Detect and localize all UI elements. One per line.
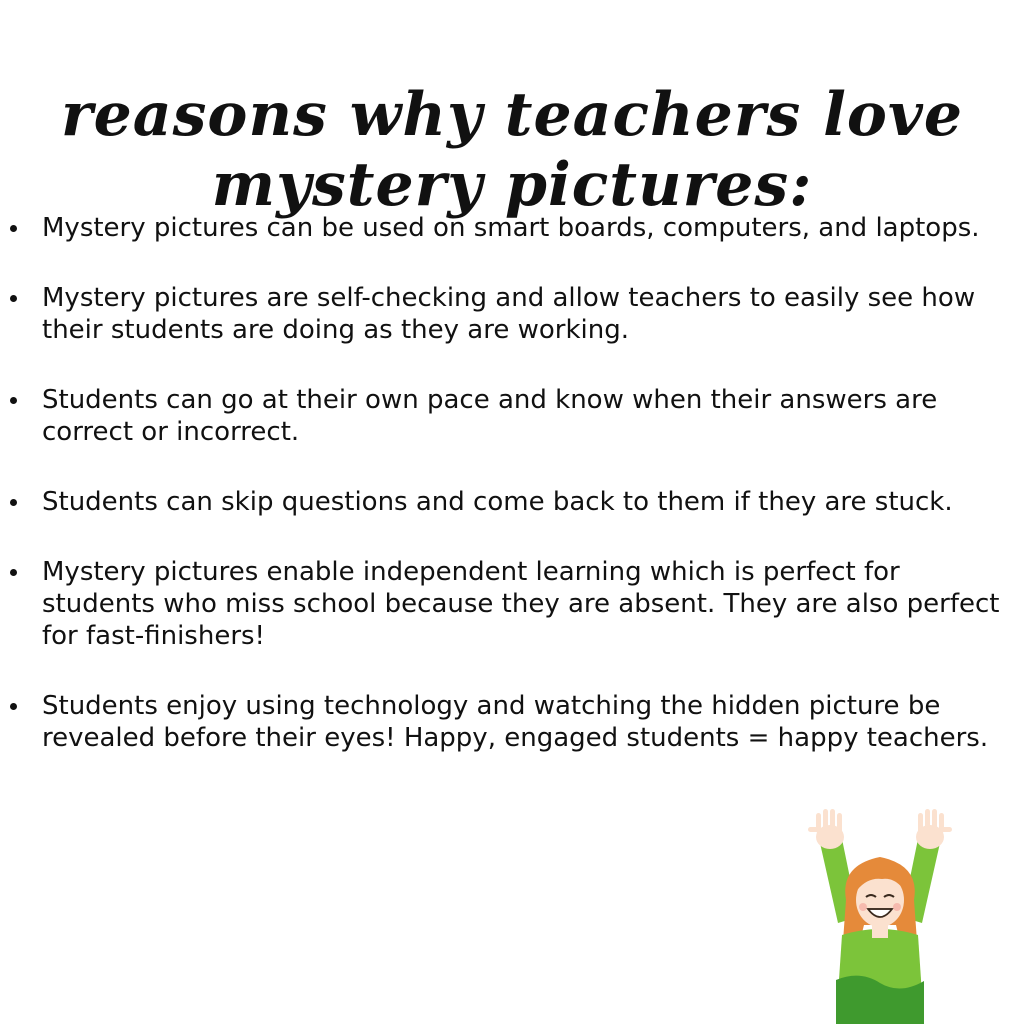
cheek-right — [893, 903, 901, 911]
left-hand — [808, 809, 844, 849]
list-item — [0, 690, 1024, 754]
list-item-text: Mystery pictures enable independent learning which is perfect for students who miss school because they are absent. They are also perfect for fast-finishers! — [42, 557, 1000, 651]
title-line-1: reasons why teachers love — [60, 80, 963, 151]
bullet-dot-icon — [10, 397, 17, 404]
list-item-text: Mystery pictures are self-checking and allow teachers to easily see how their students are doing as they are working. — [42, 283, 976, 345]
list-item-text: Students enjoy using technology and watching the hidden picture be revealed before their eyes! Happy, engaged students = happy teachers. — [42, 691, 989, 753]
cheering-girl-illustration — [800, 805, 960, 1024]
bullet-dot-icon — [10, 295, 17, 302]
title-line-2: mystery pictures: — [211, 150, 813, 221]
reasons-list — [0, 212, 1024, 792]
page-title — [0, 80, 1024, 220]
bullet-dot-icon — [10, 225, 17, 232]
bullet-dot-icon — [10, 703, 17, 710]
bullet-dot-icon — [10, 499, 17, 506]
list-item-text: Students can skip questions and come back to them if they are stuck. — [42, 487, 953, 517]
list-item — [0, 212, 1024, 244]
list-item — [0, 384, 1024, 448]
list-item-text: Mystery pictures can be used on smart boards, computers, and laptops. — [42, 213, 980, 243]
list-item-text: Students can go at their own pace and know when their answers are correct or incorrect. — [42, 385, 938, 447]
bullet-dot-icon — [10, 569, 17, 576]
right-hand — [916, 809, 952, 849]
cheek-left — [859, 903, 867, 911]
list-item — [0, 282, 1024, 346]
list-item — [0, 556, 1024, 652]
list-item — [0, 486, 1024, 518]
